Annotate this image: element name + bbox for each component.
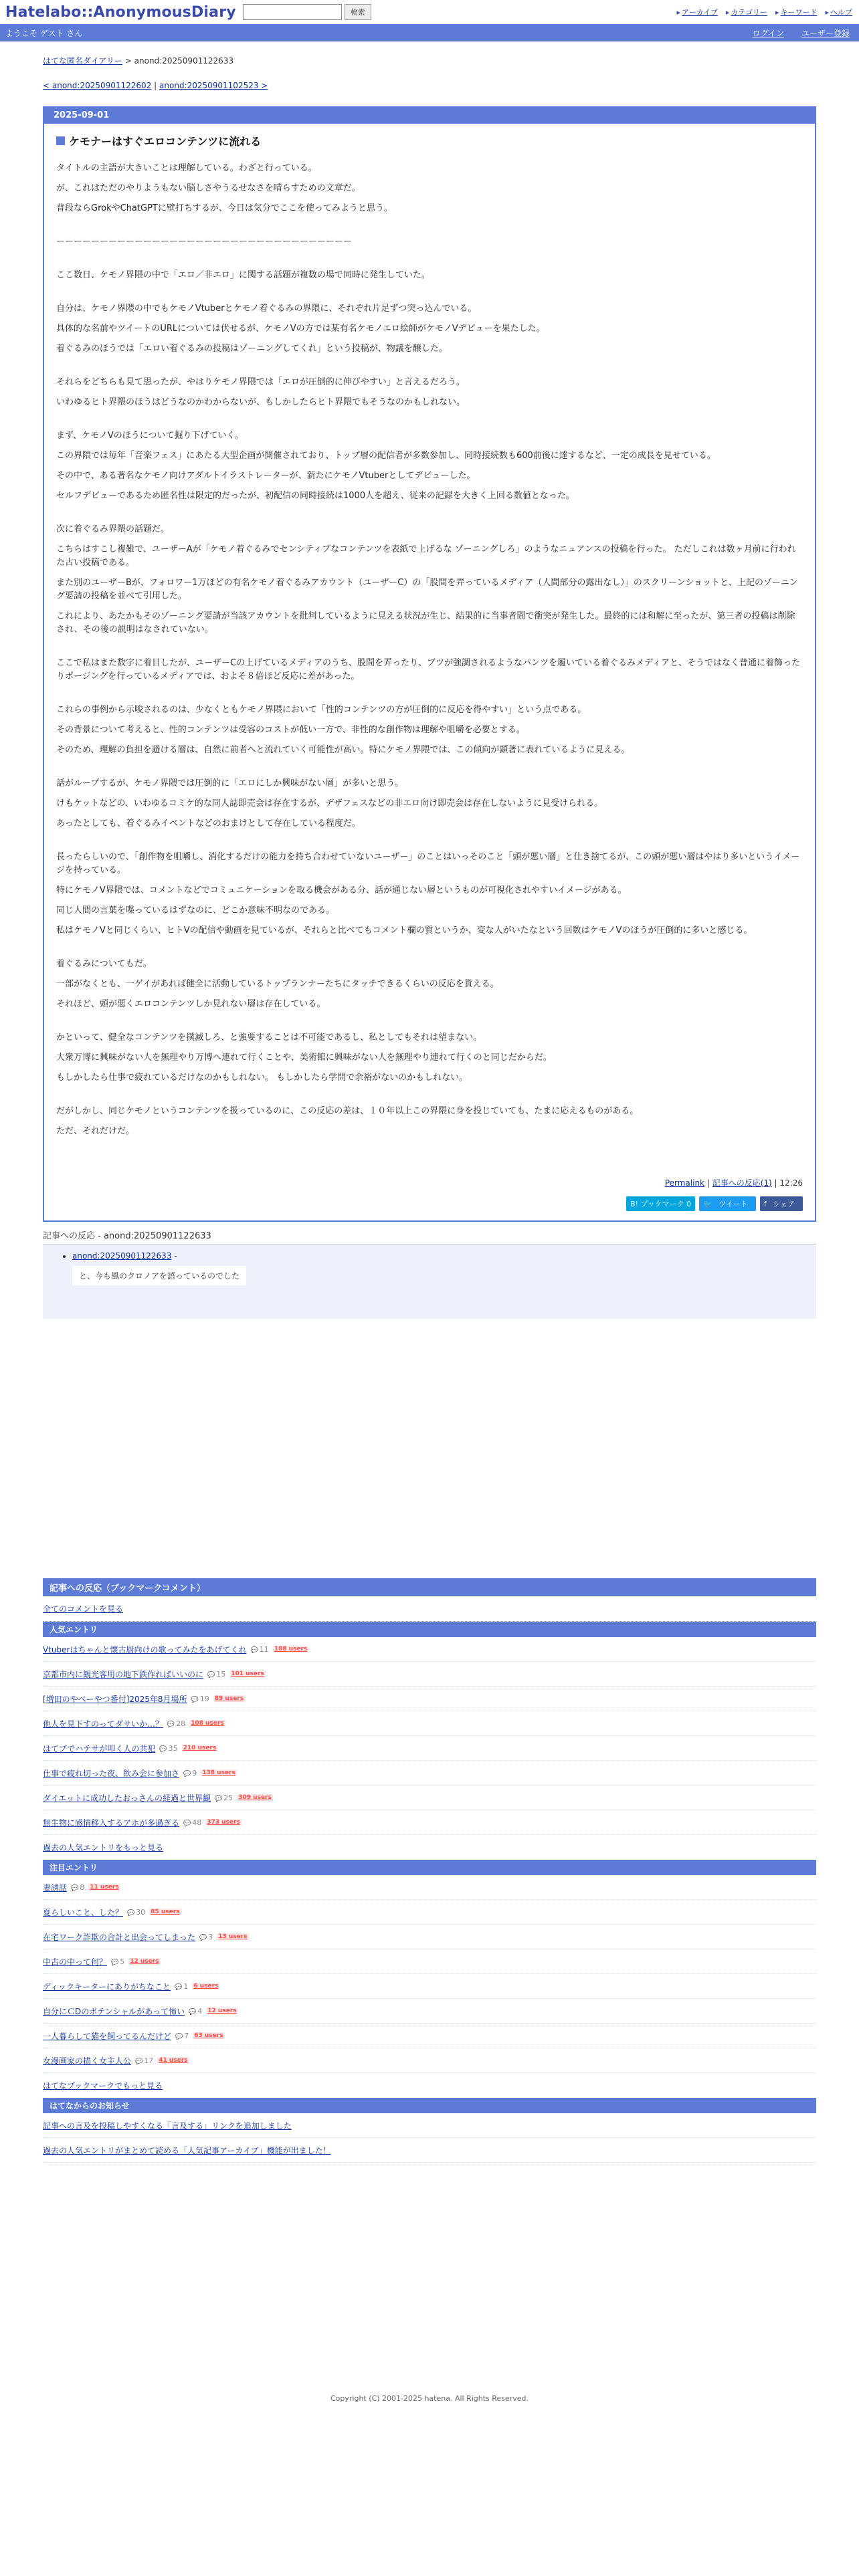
notable-more-link[interactable]: はてなブックマークでもっと見る <box>43 2081 163 2090</box>
body-paragraph: ここ数日、ケモノ界隈の中で「エロ／非エロ」に関する話題が複数の場で同時に発生していた。 <box>56 270 430 280</box>
entry-link[interactable]: はてブでハテサが叩く人の共犯 <box>43 1743 156 1753</box>
body-paragraph: これらの事例から示唆されるのは、少なくともケモノ界隈において「性的コンテンツの方が圧倒的に反応を得やすい」という点である。 <box>56 705 587 715</box>
body-paragraph: 長ったらしいので、「創作物を咀嚼し、消化するだけの能力を持ち合わせていないユーザー」のことはいっそのこと「頭が悪い層」と仕き捨てるが、この頭が悪い層はやはり多いというイメージを持っている。 <box>56 852 800 875</box>
comment-count: 💬 11 <box>250 1645 268 1654</box>
entry-link[interactable]: 女漫画家の描く女主人公 <box>43 2056 132 2066</box>
body-paragraph: そのため、理解の負担を避ける層は、自然に前者へと流れていく可能性が高い。特にケモノ界隈では、この傾向が顕著に表れているように見える。 <box>56 745 630 755</box>
bookmark-users-badge[interactable]: 13 users <box>218 1933 248 1940</box>
footer-separator: | <box>706 1178 710 1188</box>
entry-link[interactable]: 妻誘話 <box>43 1883 68 1893</box>
comment-count: 💬 7 <box>175 2032 189 2040</box>
body-paragraph: 普段ならGrokやChatGPTに壁打ちするが、今日は気分でここを使ってみようと思う。 <box>56 203 393 213</box>
nav-category-link[interactable]: ▸ カテゴリー <box>726 7 767 17</box>
body-paragraph: 大衆万博に興味がない人を無理やり万博へ連れて行くことや、美術館に興味がない人を無理やり連れて行くのと同じだからだ。 <box>56 1053 552 1063</box>
comment-count: 💬 35 <box>159 1744 177 1753</box>
entry-row <box>43 1687 816 1711</box>
entry-row <box>43 1810 816 1835</box>
entry-title <box>56 133 803 148</box>
bookmark-users-badge[interactable]: 138 users <box>202 1769 235 1776</box>
facebook-share-button[interactable]: f シェア <box>760 1196 803 1211</box>
body-paragraph: それほど、頭が悪くエロコンテンツしか見れない層は存在している。 <box>56 999 326 1009</box>
body-paragraph: 特にケモノV界隈では、コメントなどでコミュニケーションを取る機会がある分、話が通じない層というものが可視化されやすいイメージがある。 <box>56 885 627 895</box>
entry-row <box>43 1999 816 2024</box>
entry-row <box>43 1786 816 1810</box>
body-paragraph: 同じ人間の言葉を喋っているはずなのに、どこか意味不明なのである。 <box>56 905 335 916</box>
entry-link[interactable]: 自分にＣDのポテンシャルがあって怖い <box>43 2006 185 2016</box>
entry-body <box>56 162 803 1138</box>
comment-count: 💬 8 <box>71 1883 84 1892</box>
body-paragraph: 着ぐるみについてもだ。 <box>56 959 152 969</box>
entry-row <box>43 1711 816 1736</box>
entry-link[interactable]: 在宅ワーク詐欺の合計と出会ってしまった <box>43 1932 196 1942</box>
comment-count: 💬 30 <box>127 1908 145 1917</box>
share-buttons <box>56 1196 803 1211</box>
prev-entry-link[interactable]: < anond:20250901122602 <box>43 81 152 90</box>
news-link[interactable]: 過去の人気エントリがまとめて読める「人気記事アーカイブ」機能が出ました！ <box>43 2145 331 2155</box>
notable-entries-list <box>43 1875 816 2073</box>
entry-link[interactable]: 仕事で疲れ切った夜、飲み会に参加さ <box>43 1768 180 1778</box>
body-paragraph: その中で、ある著名なケモノ向けアダルトイラストレーターが、新たにケモノVtuberとしてデビューした。 <box>56 471 476 481</box>
site-logo[interactable]: Hatelabo::AnonymousDiary <box>5 3 236 21</box>
entry-row <box>43 2024 816 2048</box>
comment-count: 💬 17 <box>135 2056 153 2065</box>
reaction-item <box>72 1251 816 1261</box>
body-paragraph: 話がループするが、ケモノ界隈では圧倒的に「エロにしか興味がない層」が多いと思う。 <box>56 778 404 788</box>
bookmark-users-badge[interactable]: 210 users <box>183 1745 217 1751</box>
body-paragraph: いわゆるヒト界隈のほうはどうなのかわからないが、もしかしたらヒト界隈でもそうなのかもしれない。 <box>56 397 466 407</box>
day-date: 2025-09-01 <box>44 106 815 124</box>
entry-link[interactable]: 一人暮らして猫を飼ってるんだけど <box>43 2031 172 2041</box>
reactions-box <box>43 1244 816 1319</box>
body-paragraph: ここで私はまた数字に着目したが、ユーザーCの上げているメディアのうち、股間を弄ったり、ブツが強調されるようなパンツを履いている着ぐるみメディアと、そうではなく普通に着飾ったりポージングを行っているメディアでは、およそ８倍ほど反応に差があった。 <box>56 658 800 681</box>
notable-entries-heading: 注目エントリ <box>43 1860 816 1875</box>
body-paragraph: タイトルの主語が大きいことは理解している。わざと行っている。 <box>56 163 317 173</box>
nav-help-link[interactable]: ▸ ヘルプ <box>825 7 852 17</box>
breadcrumb-current: anond:20250901122633 <box>134 56 234 66</box>
nav-archive-link[interactable]: ▸ アーカイブ <box>677 7 718 17</box>
user-bar <box>0 24 859 41</box>
bookmark-users-badge[interactable]: 6 users <box>193 1983 219 1990</box>
bookmark-users-badge[interactable]: 12 users <box>130 1958 159 1965</box>
entry-link[interactable]: 京都市内に観光客用の地下鉄作ればいいのに <box>43 1669 204 1679</box>
body-paragraph: ただ、それだけだ。 <box>56 1126 135 1136</box>
bookmark-comments-heading: 記事への反応（ブックマークコメント） <box>43 1578 816 1596</box>
all-comments-link[interactable]: 全てのコメントを見る <box>43 1604 124 1614</box>
entry-link[interactable]: 他人を見下すのってダサいか…？ <box>43 1719 163 1729</box>
register-link[interactable]: ユーザー登録 <box>801 28 850 38</box>
popular-more-link[interactable]: 過去の人気エントリをもっと見る <box>43 1843 164 1852</box>
bookmark-users-badge[interactable]: 41 users <box>159 2057 188 2064</box>
body-paragraph: 具体的な名前やツイートのURLについては伏せるが、ケモノVの方では某有名ケモノエロ絵師がケモノVデビューを果たした。 <box>56 324 545 334</box>
body-paragraph: かといって、健全なコンテンツを撲滅しろ、と強要することは不可能であるし、私としてもそれは望まない。 <box>56 1033 482 1043</box>
body-paragraph: もしかしたら仕事で疲れているだけなのかもしれない。 もしかしたら学問で余裕がないのかもしれない。 <box>56 1073 468 1083</box>
reaction-link[interactable]: anond:20250901122633 <box>72 1251 172 1261</box>
nav-keyword-link[interactable]: ▸ キーワード <box>775 7 818 17</box>
entry-section <box>44 124 815 1220</box>
body-paragraph: けもケットなどの、いわゆるコミケ的な同人誌即売会は存在するが、デザフェスなどの非エロ向け即売会は存在しないように見受けられる。 <box>56 798 603 809</box>
bookmark-users-badge[interactable]: 309 users <box>238 1794 272 1801</box>
comment-count: 💬 9 <box>183 1769 197 1778</box>
footer-separator: | <box>774 1178 777 1188</box>
bookmark-users-badge[interactable]: 85 users <box>151 1909 180 1915</box>
bookmark-users-badge[interactable]: 373 users <box>207 1819 240 1826</box>
comment-count: 💬 4 <box>189 2007 202 2016</box>
body-paragraph: まず、ケモノVのほうについて掘り下げていく。 <box>56 431 244 441</box>
entry-link[interactable]: [増田のやべーやつ番付]2025年8月場所 <box>43 1694 187 1704</box>
body-paragraph: その背景について考えると、性的コンテンツは受容のコストが低い一方で、非性的な創作物は理解や咀嚼を必要とする。 <box>56 725 525 735</box>
bookmark-users-badge[interactable]: 12 users <box>207 2008 237 2014</box>
comment-count: 💬 15 <box>207 1670 225 1679</box>
comment-count: 💬 1 <box>175 1982 188 1991</box>
body-paragraph: が、これはただのやりようもない脳しさやうるせなさを晴らすための文章だ。 <box>56 183 361 193</box>
comment-count: 💬 48 <box>183 1818 201 1827</box>
login-link[interactable]: ログイン <box>752 28 784 38</box>
day-box <box>43 106 816 1222</box>
main-content <box>43 53 816 1319</box>
bookmark-users-badge[interactable]: 11 users <box>90 1884 119 1891</box>
breadcrumb-home-link[interactable]: はてな匿名ダイアリー <box>43 56 122 66</box>
entry-row <box>43 1974 816 1999</box>
search-button[interactable]: 検索 <box>345 4 371 20</box>
section-square-icon <box>56 136 65 145</box>
reactions-link[interactable]: 記事への反応(1) <box>712 1178 772 1188</box>
popular-entries-heading: 人気エントリ <box>43 1622 816 1637</box>
bookmark-users-badge[interactable]: 63 users <box>194 2032 223 2039</box>
body-paragraph: 一部がなくとも、一ゲイがあれば健全に活動しているトップランナーたちにタッチできるくらいの反応を貰える。 <box>56 979 499 989</box>
popular-entries-list <box>43 1637 816 1835</box>
entry-link[interactable]: 中古の中って何？ <box>43 1957 108 1967</box>
body-paragraph: 次に着ぐるみ界隈の話題だ。 <box>56 524 170 534</box>
body-paragraph: だがしかし、同じケモノというコンテンツを扱っているのに、この反応の差は、１０年以上この界隈に身を投じていても、たまに応えるものがある。 <box>56 1106 639 1116</box>
reactions-heading: 記事への反応 - anond:20250901122633 <box>43 1231 211 1241</box>
entry-link[interactable]: ダイエットに成功したおっさんの経過と世界観 <box>43 1793 211 1803</box>
entry-row <box>43 1875 816 1900</box>
entry-row <box>43 1900 816 1925</box>
entry-row <box>43 2048 816 2073</box>
entry-link[interactable]: ディックキーターにありがちなこと <box>43 1981 171 1992</box>
next-entry-link[interactable]: anond:20250901102523 > <box>159 81 268 90</box>
entry-title-text: ケモナーはすぐエロコンテンツに流れる <box>69 135 262 148</box>
prev-next-nav <box>43 81 816 90</box>
reaction-suffix: - <box>174 1251 177 1261</box>
entry-row <box>43 1662 816 1687</box>
comment-count: 💬 3 <box>199 1933 213 1941</box>
sidebar <box>43 1578 816 2163</box>
bookmark-users-badge[interactable]: 101 users <box>231 1671 264 1677</box>
top-nav <box>677 7 852 17</box>
entry-row <box>43 1925 816 1949</box>
reactions-list <box>43 1251 816 1261</box>
body-paragraph: 自分は、ケモノ界隈の中でもケモノVtuberとケモノ着ぐるみの界隈に、それぞれ片足ずつ突っ込んでいる。 <box>56 304 477 314</box>
body-paragraph: こちらはすこし複雑で、ユーザーAが「ケモノ着ぐるみでセンシティブなコンテンツを表紙で上げるな ゾーニングしろ」のようなニュアンスの投稿を行った。 ただしこれは数ヶ月前に行われた古い投稿である。 <box>56 544 796 568</box>
body-paragraph: それらをどちらも見て思ったが、やはりケモノ界隈では「エロが圧倒的に伸びやすい」と言えるだろう。 <box>56 377 465 387</box>
comment-count: 💬 5 <box>111 1957 124 1966</box>
permalink-link[interactable]: Permalink <box>664 1178 704 1188</box>
search-input[interactable] <box>243 4 342 20</box>
body-paragraph: これにより、あたかもそのゾーニング要請が当該アカウントを批判しているように見える状況が生じ、結果的に当事者間で衝突が発生した。最終的には和解に至ったが、第三者の投稿は削除され、その後の説明はなされていない。 <box>56 611 795 635</box>
body-paragraph: この界隈では毎年「音楽フェス」にあたる大型企画が開催されており、トップ層の配信者が多数参加し、同時接続数も600前後に達するなど、一定の成長を見せている。 <box>56 451 716 461</box>
entry-link[interactable]: 無生物に感情移入するアホが多過ぎる <box>43 1818 180 1828</box>
body-paragraph: 着ぐるみのほうでは「エロい着ぐるみの投稿はゾーニングしてくれ」という投稿が、物議を醸した。 <box>56 344 448 354</box>
tweet-label: ツイート <box>719 1200 748 1208</box>
body-paragraph: 私はケモノVと同じくらい、ヒトVの配信や動画を見ているが、それらと比べてもコメント欄の質というか、変な人がいたなという回数はケモノVのほうが圧倒的に多いと感じる。 <box>56 926 753 936</box>
reaction-quote: と、今も風のクロノアを語っているのでした <box>72 1266 246 1285</box>
entry-link[interactable]: 夏らしいこと、した？ <box>43 1907 124 1917</box>
entry-link[interactable]: Vtuberはちゃんと懐古厨向けの歌ってみたをあげてくれ <box>43 1644 247 1654</box>
comment-count: 💬 19 <box>191 1695 209 1703</box>
comment-count: 💬 25 <box>215 1794 233 1802</box>
bookmark-users-badge[interactable]: 188 users <box>274 1646 308 1652</box>
breadcrumb-separator: > <box>124 56 132 66</box>
hatena-bookmark-button[interactable]: B! ブックマーク 0 <box>626 1196 695 1211</box>
news-link[interactable]: 記事への言及を投稿しやすくなる「言及する」リンクを追加しました <box>43 2121 292 2131</box>
entry-footer <box>56 1177 803 1188</box>
tweet-button[interactable]: 🐦 ツイート <box>699 1196 756 1211</box>
facebook-share-label: シェア <box>773 1200 795 1208</box>
body-paragraph: また別のユーザーBが、フォロワー1万ほどの有名ケモノ着ぐるみアカウント（ユーザーC）の「股間を弄っているメディア（人間部分の露出なし）」のスクリーンショットと、上記のゾーニング要請の投稿を並べて引用した。 <box>56 578 798 601</box>
body-paragraph: セルフデビューであるため匿名性は限定的だったが、初配信の同時接続は1000人を超え、従来の記録を大きく上回る数値となった。 <box>56 491 575 501</box>
body-paragraph: ーーーーーーーーーーーーーーーーーーーーーーーーーーーーーーーーーー <box>56 237 353 247</box>
footer-copyright: Copyright (C) 2001-2025 hatena. All Rights Reserved. <box>330 2394 529 2403</box>
entry-row <box>43 1736 816 1761</box>
bookmark-users-badge[interactable]: 89 users <box>214 1695 244 1702</box>
bookmark-users-badge[interactable]: 108 users <box>191 1720 224 1727</box>
top-header <box>0 0 859 24</box>
body-paragraph: あったとしても、着ぐるみイベントなどのおまけとして存在している程度だ。 <box>56 819 361 829</box>
comment-count: 💬 28 <box>167 1719 185 1728</box>
entry-time: 12:26 <box>779 1178 803 1188</box>
entry-row <box>43 1761 816 1786</box>
breadcrumb <box>43 55 816 66</box>
prev-next-separator: | <box>154 81 157 90</box>
welcome-text: ようこそ ゲスト さん <box>5 28 83 38</box>
news-heading: はてなからのお知らせ <box>43 2098 816 2113</box>
entry-row <box>43 1637 816 1662</box>
entry-row <box>43 1949 816 1974</box>
